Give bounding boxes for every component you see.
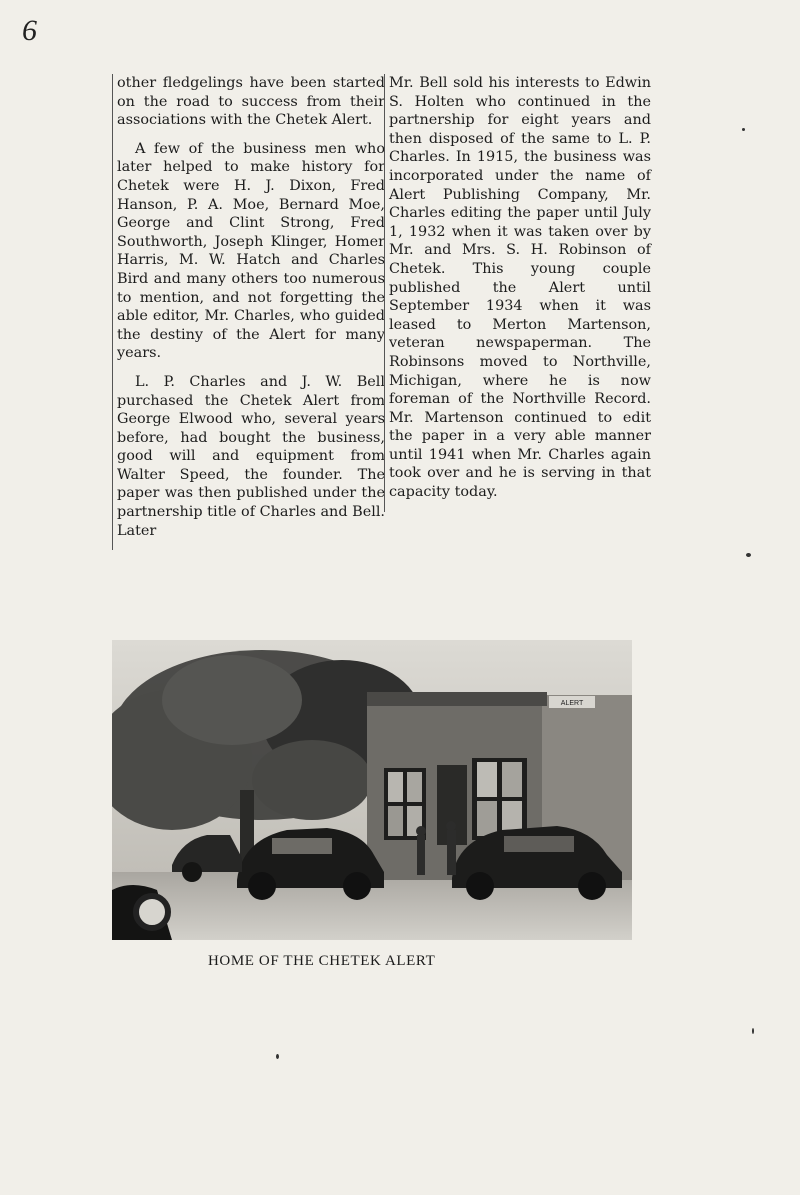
newspaper-office-photo — [112, 640, 632, 940]
right-column — [384, 74, 651, 512]
left-paragraph-1: other fledgelings have been started on the road to success from their associations with the Chetek Alert. — [117, 75, 385, 129]
left-column — [112, 74, 385, 550]
speck — [742, 128, 745, 131]
left-paragraph-3: L. P. Charles and J. W. Bell purchased the Chetek Alert from George Elwood who, several years before, had bought the business, good will and equipment from Walter Speed, the founder. The paper was then published under the partnership title of Charles and Bell. Later — [117, 373, 385, 539]
right-paragraph-1: Mr. Bell sold his interests to Edwin S. Holten who continued in the partnership for eight years and then disposed of the same to L. P. Charles. In 1915, the business was incorporated under the name of Alert Publishing Company, Mr. Charles editing the paper until July 1, 1932 when it was taken over by Mr. and Mrs. S. H. Robinson of Chetek. This young couple published the Alert until September 1934 when it was leased to Merton Martenson, veteran newspaperman. The Robinsons moved to Northville, Michigan, where he is now foreman of the Northville Record. Mr. Martenson continued to edit the paper in a very able manner until 1941 when Mr. Charles again took over and he is serving in that capacity today. — [389, 75, 651, 501]
speck — [752, 1028, 754, 1034]
speck — [746, 553, 751, 557]
page-number: 6 — [22, 14, 37, 47]
speck — [276, 1054, 279, 1059]
photo-illustration — [112, 640, 632, 940]
sign-text: ALERT — [560, 700, 584, 707]
left-paragraph-2: A few of the business men who later helped to make history for Chetek were H. J. Dixon, Fred Hanson, P. A. Moe, Bernard Moe, George and Clint Strong, Fred Southworth, Joseph Klinger, Homer Harris, M. W. Hatch and Charles Bird and many others too numerous to mention, and not forgetting the able editor, Mr. Charles, who guided the destiny of the Alert for many years. — [117, 140, 385, 362]
photo-caption: HOME OF THE CHETEK ALERT — [208, 953, 436, 969]
